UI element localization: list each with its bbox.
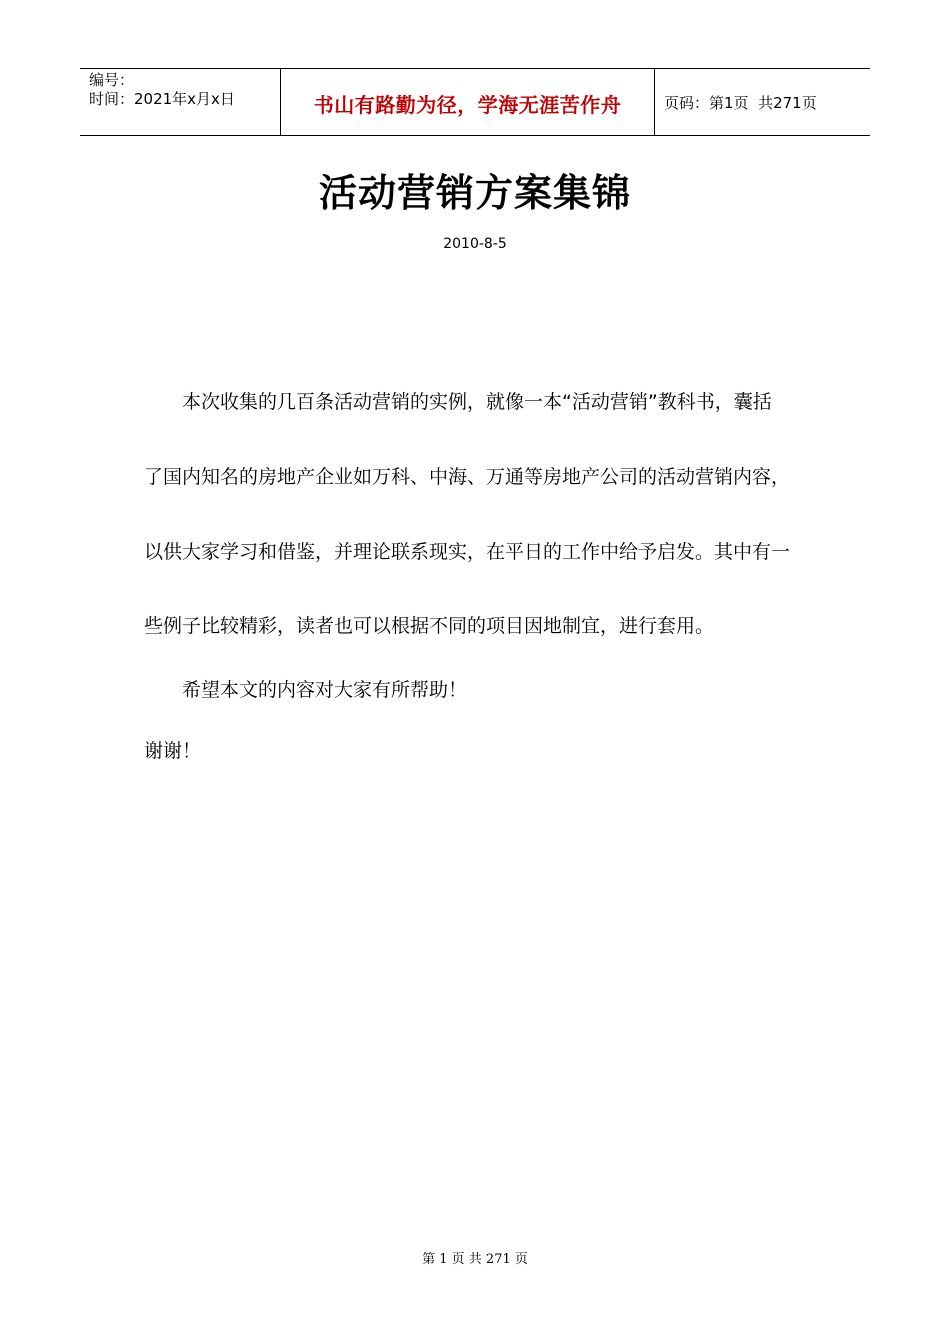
document-date: 2010-8-5 bbox=[443, 236, 507, 252]
header-page-info: 页码：第1页 共271页 bbox=[664, 93, 817, 112]
header-motto-cell bbox=[281, 69, 655, 135]
document-number-label: 编号： bbox=[89, 71, 135, 89]
header-motto: 书山有路勤为径，学海无涯苦作舟 bbox=[313, 92, 622, 117]
header-page-cell bbox=[655, 69, 870, 135]
document-time-label: 时间：2021年x月x日 bbox=[89, 90, 235, 108]
document-title: 活动营销方案集锦 bbox=[318, 171, 631, 215]
paragraph-line: 以供大家学习和借鉴，并理论联系现实，在平日的工作中给予启发。其中有一 bbox=[144, 541, 791, 563]
paragraph-line: 些例子比较精彩，读者也可以根据不同的项目因地制宜，进行套用。 bbox=[144, 615, 715, 637]
paragraph-line: 了国内知名的房地产企业如万科、中海、万通等房地产公司的活动营销内容， bbox=[144, 466, 791, 488]
page-footer: 第 1 页 共 271 页 bbox=[422, 1252, 528, 1267]
closing-thanks: 谢谢！ bbox=[144, 740, 202, 762]
paragraph-line: 本次收集的几百条活动营销的实例，就像一本“活动营销”教科书，囊括 bbox=[182, 391, 772, 413]
header-table bbox=[80, 68, 870, 136]
paragraph-wish: 希望本文的内容对大家有所帮助！ bbox=[182, 679, 468, 701]
header-info-cell bbox=[80, 69, 281, 135]
